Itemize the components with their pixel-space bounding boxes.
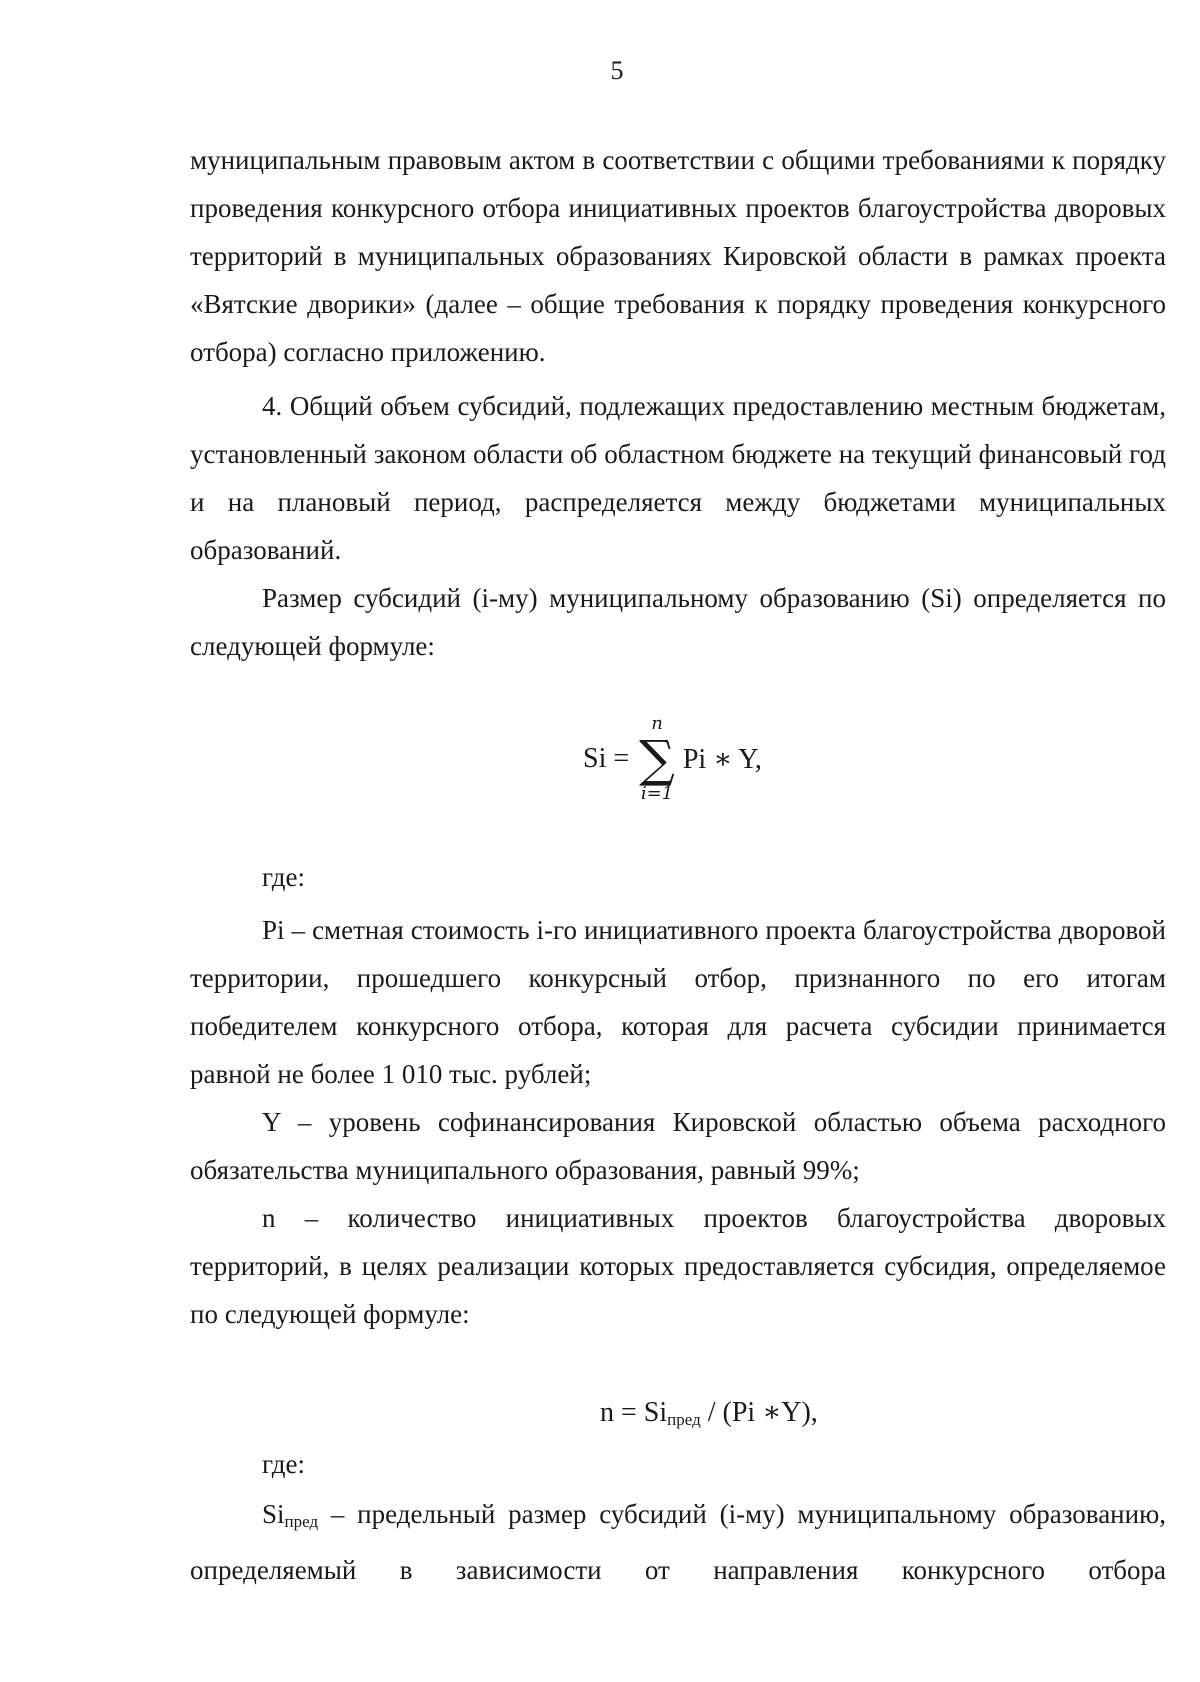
formula-n [600, 1395, 818, 1430]
sigma-symbol: ∑ [639, 730, 675, 788]
definition-y: Y – уровень софинансирования Кировской областью объема расходного обязательства муниципального образования, равный 99%; [190, 1107, 1166, 1185]
formula-n-subscript: пред [667, 1410, 701, 1429]
summation [639, 714, 675, 804]
page-number: 5 [610, 56, 624, 85]
definition-si-pred-block [190, 1490, 1166, 1594]
formula-si-rhs: Pi ∗ Y, [682, 744, 762, 775]
definitions-block [190, 906, 1166, 1338]
where-label-2: где: [262, 1449, 305, 1479]
paragraph-1: муниципальным правовым актом в соответствии с общими требованиями к порядку проведения конкурсного отбора инициативных проектов благоустройства дворовых территорий в муниципальных образованиях Кировской области в рамках проекта «Вятские дворики» (далее – общие требования к порядку проведения конкурсного отбора) согласно приложению. [190, 145, 1166, 367]
definition-pi: Pi – сметная стоимость i-го инициативного проекта благоустройства дворовой территории, прошедшего конкурсный отбор, признанного по его итогам победителем конкурсного отбора, которая для расчета субсидии принимается равной не более 1 010 тыс. рублей; [190, 915, 1166, 1089]
paragraph-2: 4. Общий объем субсидий, подлежащих предоставлению местным бюджетам, установленный законом области об областном бюджете на текущий финансовый год и на плановый период, распределяется между бюджетами муниципальных образований. [190, 391, 1166, 565]
formula-si-lhs: Si = [583, 743, 630, 774]
sum-upper-limit: n [651, 713, 663, 734]
paragraph-continuation [190, 136, 1166, 376]
paragraph-formula-intro [190, 574, 1166, 670]
si-pred-text: – предельный размер субсидий (i-му) муниципальному образованию, определяемый в зависимости от направления конкурсного отбора [190, 1499, 1166, 1585]
paragraph-section-4 [190, 382, 1166, 574]
formula-n-lhs: n = Si [600, 1397, 668, 1428]
si-pred-subscript: пред [284, 1512, 319, 1531]
si-pred-symbol: Si [262, 1499, 285, 1529]
sum-lower-limit: i=1 [640, 783, 674, 804]
paragraph-3: Размер субсидий (i-му) муниципальному образованию (Si) определяется по следующей формуле: [190, 583, 1166, 661]
definition-n: n – количество инициативных проектов благоустройства дворовых территорий, в целях реализации которых предоставляется субсидия, определяемое по следующей формуле: [190, 1203, 1166, 1329]
where-label-1: где: [262, 862, 305, 892]
formula-si [583, 714, 762, 804]
definition-si-pred [190, 1490, 1166, 1594]
formula-n-rhs: / (Pi ∗Y), [700, 1397, 818, 1428]
